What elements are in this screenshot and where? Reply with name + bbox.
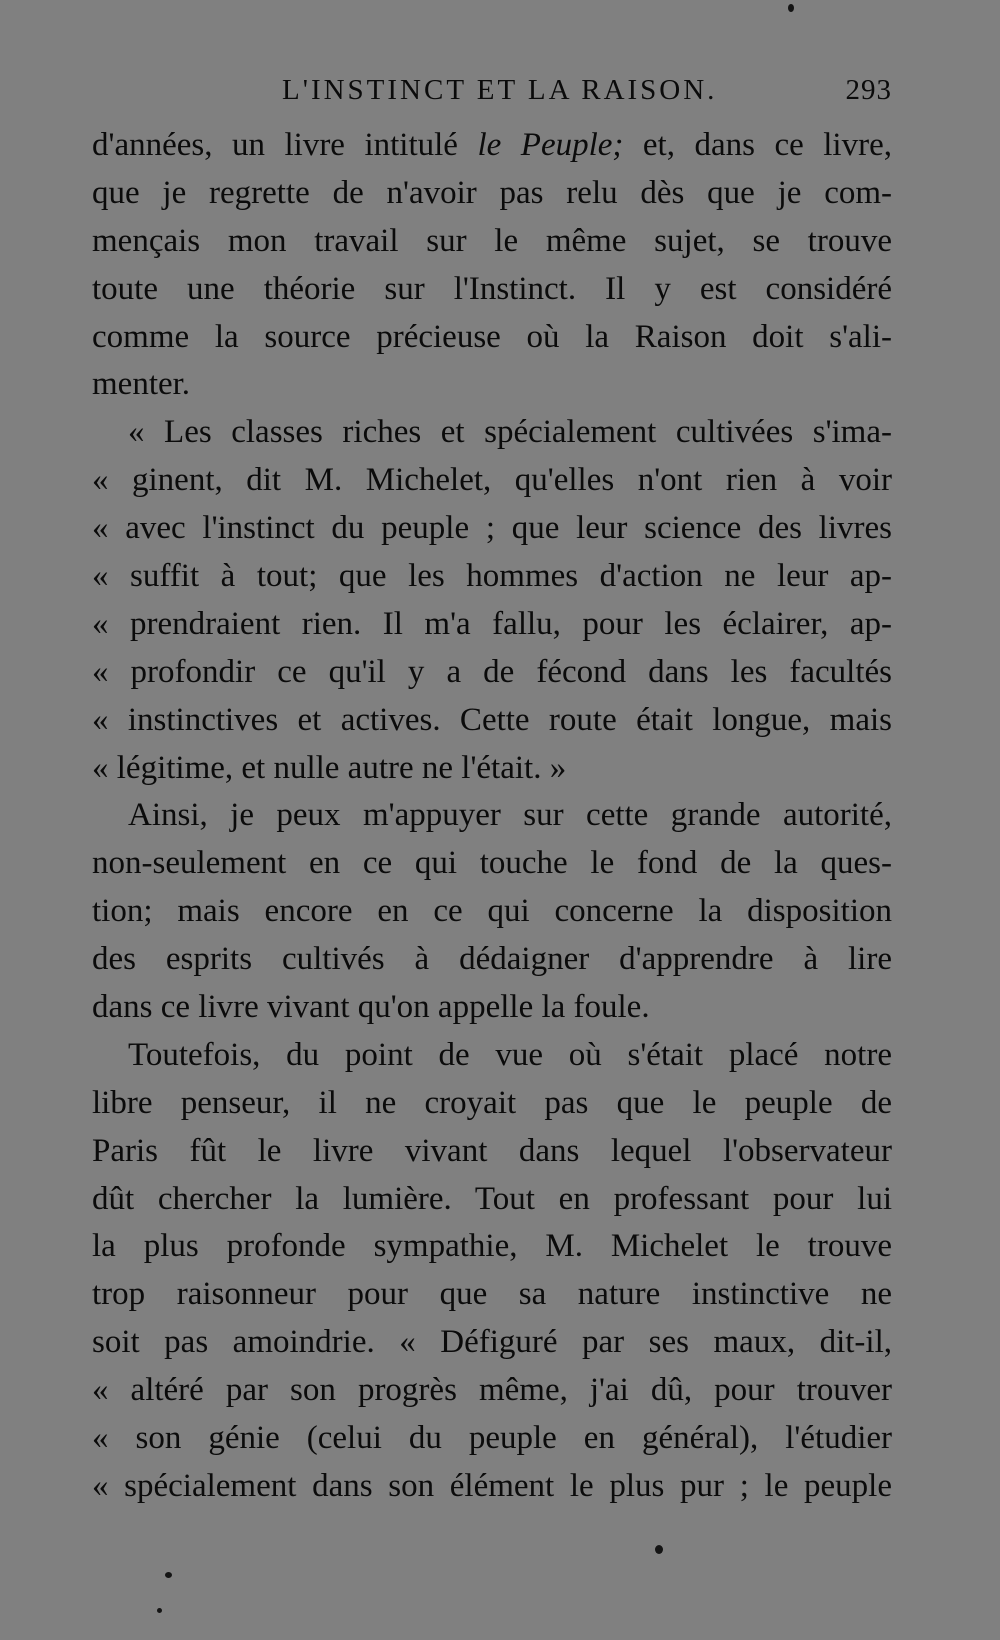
- ink-speck: [165, 1572, 172, 1578]
- running-title: L'INSTINCT ET LA RAISON.: [282, 74, 718, 106]
- text-line: trop raisonneur pour que sa nature instinctive ne: [92, 1276, 892, 1313]
- quote-line: « légitime, et nulle autre ne l'était. »: [92, 749, 567, 786]
- ink-speck: [788, 4, 794, 12]
- text-line: soit pas amoindrie. « Défiguré par ses maux, dit-il,: [92, 1324, 892, 1361]
- text-line: Ainsi, je peux m'appuyer sur cette grande autorité,: [128, 797, 892, 834]
- quote-line: « altéré par son progrès même, j'ai dû, pour trouver: [92, 1372, 892, 1409]
- quote-line: « instinctives et actives. Cette route était longue, mais: [92, 701, 892, 738]
- text-line: tion; mais encore en ce qui concerne la disposition: [92, 893, 892, 930]
- book-title-italic: le Peuple;: [477, 127, 624, 163]
- body-text: [92, 122, 892, 1511]
- quote-line: « suffit à tout; que les hommes d'action ne leur ap-: [92, 558, 892, 595]
- text-line: toute une théorie sur l'Instinct. Il y est considéré: [92, 270, 892, 307]
- quote-line: « prendraient rien. Il m'a fallu, pour les éclairer, ap-: [92, 605, 892, 642]
- quote-line: « son génie (celui du peuple en général), l'étudier: [92, 1420, 892, 1457]
- text-run: d'années, un livre intitulé: [92, 127, 478, 163]
- text-line: mençais mon travail sur le même sujet, se trouve: [92, 222, 892, 259]
- text-line: dans ce livre vivant qu'on appelle la foule.: [92, 989, 650, 1026]
- text-line: libre penseur, il ne croyait pas que le peuple de: [92, 1084, 892, 1121]
- text-line: dût chercher la lumière. Tout en professant pour lui: [92, 1180, 892, 1217]
- text-line: non-seulement en ce qui touche le fond de la ques-: [92, 845, 892, 882]
- text-line: des esprits cultivés à dédaigner d'apprendre à lire: [92, 941, 892, 978]
- text-run: et, dans ce livre,: [623, 127, 892, 163]
- text-line: menter.: [92, 366, 191, 403]
- running-header: [92, 74, 892, 114]
- page-number: 293: [845, 74, 892, 106]
- text-line: Toutefois, du point de vue où s'était placé notre: [128, 1036, 892, 1073]
- ink-speck: [655, 1545, 663, 1554]
- text-line: que je regrette de n'avoir pas relu dès que je com-: [92, 174, 892, 211]
- quote-line: « avec l'instinct du peuple ; que leur science des livres: [92, 510, 892, 547]
- text-line: [92, 122, 892, 170]
- text-line: comme la source précieuse où la Raison doit s'ali-: [92, 318, 892, 355]
- quote-line: « profondir ce qu'il y a de fécond dans les facultés: [92, 653, 892, 690]
- text-line: Paris fût le livre vivant dans lequel l'observateur: [92, 1132, 892, 1169]
- text-line: la plus profonde sympathie, M. Michelet le trouve: [92, 1228, 892, 1265]
- quote-line: « ginent, dit M. Michelet, qu'elles n'ont rien à voir: [92, 462, 892, 499]
- ink-speck: [157, 1608, 162, 1613]
- quote-line: « spécialement dans son élément le plus pur ; le peuple: [92, 1467, 892, 1504]
- quote-line: « Les classes riches et spécialement cultivées s'ima-: [128, 414, 892, 451]
